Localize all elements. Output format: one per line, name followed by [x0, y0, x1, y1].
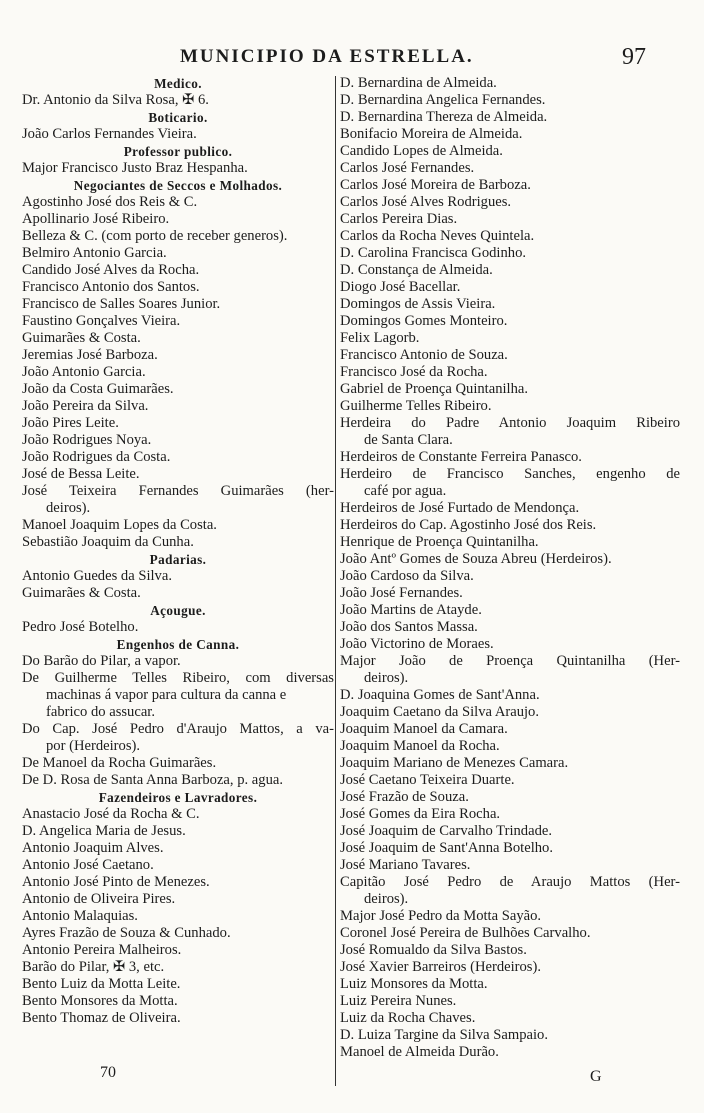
entry-line: José Xavier Barreiros (Herdeiros). — [340, 959, 541, 975]
left-column — [22, 75, 334, 1027]
page-header — [0, 44, 704, 74]
signature-mark-left: 70 — [100, 1064, 116, 1081]
entry-line: José Romualdo da Silva Bastos. — [340, 942, 527, 958]
entry-continuation: café por agua. — [364, 483, 447, 499]
entry-line: José Mariano Tavares. — [340, 857, 471, 873]
entry-line: Antonio Malaquias. — [22, 908, 138, 924]
entry-line: Bento Thomaz de Oliveira. — [22, 1010, 181, 1026]
entry-line: Diogo José Bacellar. — [340, 279, 461, 295]
entry-line: João Martins de Atayde. — [340, 602, 482, 618]
signature-mark-right: G — [590, 1068, 602, 1085]
entry-line: João Antº Gomes de Souza Abreu (Herdeiros). — [340, 551, 612, 567]
entry-line: João Pires Leite. — [22, 415, 119, 431]
entry-line: Antonio Guedes da Silva. — [22, 568, 172, 584]
entry-line: Antonio Joaquim Alves. — [22, 840, 164, 856]
entry-line: D. Angelica Maria de Jesus. — [22, 823, 186, 839]
section-heading: Açougue. — [150, 603, 206, 618]
entry-line: Guimarães & Costa. — [22, 585, 141, 601]
entry-line: Ayres Frazão de Souza & Cunhado. — [22, 925, 231, 941]
entry-line: Antonio de Oliveira Pires. — [22, 891, 176, 907]
section-heading: Negociantes de Seccos e Molhados. — [73, 178, 283, 193]
entry-line: De D. Rosa de Santa Anna Barboza, p. agua. — [22, 772, 283, 788]
entry-continuation: deiros). — [46, 500, 91, 516]
entry-line: Joaquim Manoel da Camara. — [340, 721, 508, 737]
entry-line: Manoel de Almeida Durão. — [340, 1044, 499, 1060]
entry-line: Capitão José Pedro de Araujo Mattos (Her- — [340, 874, 680, 890]
entry-line: Pedro José Botelho. — [22, 619, 139, 635]
section-heading: Professor publico. — [123, 144, 233, 159]
entry-continuation: fabrico do assucar. — [46, 704, 156, 720]
column-divider — [335, 76, 336, 1086]
entry-line: João Victorino de Moraes. — [340, 636, 494, 652]
right-column — [340, 75, 680, 1061]
entry-line: D. Bernardina Thereza de Almeida. — [340, 109, 548, 125]
entry-line: João dos Santos Massa. — [340, 619, 478, 635]
entry-line: Sebastião Joaquim da Cunha. — [22, 534, 194, 550]
entry-continuation: deiros). — [364, 891, 409, 907]
entry-continuation: de Santa Clara. — [364, 432, 453, 448]
entry-line: José Teixeira Fernandes Guimarães (her- — [22, 483, 334, 499]
entry-line: João da Costa Guimarães. — [22, 381, 174, 397]
entry-line: D. Bernardina Angelica Fernandes. — [340, 92, 546, 108]
entry-line: Bento Monsores da Motta. — [22, 993, 178, 1009]
entry-line: João Rodrigues Noya. — [22, 432, 152, 448]
entry-line: Candido Lopes de Almeida. — [340, 143, 503, 159]
section-heading: Engenhos de Canna. — [116, 637, 240, 652]
section-heading: Medico. — [154, 76, 202, 91]
entry-line: Major José Pedro da Motta Sayão. — [340, 908, 542, 924]
entry-line: Carlos José Fernandes. — [340, 160, 475, 176]
entry-line: José Joaquim de Carvalho Trindade. — [340, 823, 552, 839]
entry-line: José Caetano Teixeira Duarte. — [340, 772, 515, 788]
entry-line: Antonio Pereira Malheiros. — [22, 942, 182, 958]
entry-line: Gabriel de Proença Quintanilha. — [340, 381, 529, 397]
entry-line: José Frazão de Souza. — [340, 789, 469, 805]
entry-line: Do Cap. José Pedro d'Araujo Mattos, a va- — [22, 721, 334, 737]
page-title: MUNICIPIO DA ESTRELLA. — [180, 46, 474, 67]
entry-line: Jeremias José Barboza. — [22, 347, 158, 363]
entry-line: Felix Lagorb. — [340, 330, 420, 346]
entry-line: Anastacio José da Rocha & C. — [22, 806, 200, 822]
entry-line: João Cardoso da Silva. — [340, 568, 474, 584]
entry-line: Francisco de Salles Soares Junior. — [22, 296, 221, 312]
entry-line: José Joaquim de Sant'Anna Botelho. — [340, 840, 553, 856]
entry-line: Carlos José Alves Rodrigues. — [340, 194, 512, 210]
entry-line: Barão do Pilar, ✠ 3, etc. — [22, 959, 165, 975]
entry-line: Guimarães & Costa. — [22, 330, 141, 346]
entry-line: D. Bernardina de Almeida. — [340, 75, 497, 91]
entry-line: Apollinario José Ribeiro. — [22, 211, 170, 227]
entry-line: Belmiro Antonio Garcia. — [22, 245, 167, 261]
entry-continuation: por (Herdeiros). — [46, 738, 141, 754]
entry-line: José de Bessa Leite. — [22, 466, 140, 482]
section-heading: Fazendeiros e Lavradores. — [98, 790, 258, 805]
entry-line: Coronel José Pereira de Bulhões Carvalho. — [340, 925, 591, 941]
entry-line: Herdeiro de Francisco Sanches, engenho de — [340, 466, 680, 482]
entry-line: Henrique de Proença Quintanilha. — [340, 534, 539, 550]
entry-line: D. Luiza Targine da Silva Sampaio. — [340, 1027, 548, 1043]
entry-line: Domingos de Assis Vieira. — [340, 296, 496, 312]
entry-line: Bonifacio Moreira de Almeida. — [340, 126, 523, 142]
entry-line: Carlos da Rocha Neves Quintela. — [340, 228, 535, 244]
entry-line: Major João de Proença Quintanilha (Her- — [340, 653, 680, 669]
entry-line: Candido José Alves da Rocha. — [22, 262, 200, 278]
entry-line: Francisco José da Rocha. — [340, 364, 488, 380]
entry-line: João José Fernandes. — [340, 585, 463, 601]
entry-line: De Guilherme Telles Ribeiro, com diversas — [22, 670, 334, 686]
entry-line: Joaquim Mariano de Menezes Camara. — [340, 755, 569, 771]
entry-continuation: deiros). — [364, 670, 409, 686]
entry-line: José Gomes da Eira Rocha. — [340, 806, 501, 822]
entry-line: Herdeiros de José Furtado de Mendonça. — [340, 500, 580, 516]
entry-line: Herdeiros de Constante Ferreira Panasco. — [340, 449, 582, 465]
entry-line: Herdeiros do Cap. Agostinho José dos Reis. — [340, 517, 597, 533]
entry-line: Francisco Antonio de Souza. — [340, 347, 508, 363]
entry-line: Guilherme Telles Ribeiro. — [340, 398, 492, 414]
page-number: 97 — [622, 44, 646, 70]
entry-line: D. Joaquina Gomes de Sant'Anna. — [340, 687, 540, 703]
entry-line: Joaquim Caetano da Silva Araujo. — [340, 704, 540, 720]
entry-line: Domingos Gomes Monteiro. — [340, 313, 508, 329]
entry-line: Do Barão do Pilar, a vapor. — [22, 653, 181, 669]
entry-line: Dr. Antonio da Silva Rosa, ✠ 6. — [22, 92, 209, 108]
entry-continuation: machinas á vapor para cultura da canna e — [46, 687, 287, 703]
entry-line: D. Carolina Francisca Godinho. — [340, 245, 527, 261]
section-heading: Boticario. — [148, 110, 208, 125]
entry-line: Luiz Monsores da Motta. — [340, 976, 488, 992]
entry-line: Antonio José Pinto de Menezes. — [22, 874, 210, 890]
entry-line: Faustino Gonçalves Vieira. — [22, 313, 181, 329]
entry-line: Carlos Pereira Dias. — [340, 211, 458, 227]
entry-line: Luiz Pereira Nunes. — [340, 993, 457, 1009]
entry-line: João Pereira da Silva. — [22, 398, 149, 414]
entry-line: Francisco Antonio dos Santos. — [22, 279, 200, 295]
entry-line: Bento Luiz da Motta Leite. — [22, 976, 181, 992]
entry-line: Major Francisco Justo Braz Hespanha. — [22, 160, 248, 176]
entry-line: Joaquim Manoel da Rocha. — [340, 738, 500, 754]
entry-line: João Rodrigues da Costa. — [22, 449, 171, 465]
section-heading: Padarias. — [149, 552, 207, 567]
entry-line: Luiz da Rocha Chaves. — [340, 1010, 476, 1026]
entry-line: Carlos José Moreira de Barboza. — [340, 177, 531, 193]
entry-line: Antonio José Caetano. — [22, 857, 154, 873]
entry-line: Manoel Joaquim Lopes da Costa. — [22, 517, 217, 533]
entry-line: De Manoel da Rocha Guimarães. — [22, 755, 217, 771]
entry-line: Herdeira do Padre Antonio Joaquim Ribeiro — [340, 415, 680, 431]
entry-line: D. Constança de Almeida. — [340, 262, 493, 278]
entry-line: João Antonio Garcia. — [22, 364, 146, 380]
entry-line: Belleza & C. (com porto de receber generos). — [22, 228, 288, 244]
entry-line: Agostinho José dos Reis & C. — [22, 194, 198, 210]
entry-line: João Carlos Fernandes Vieira. — [22, 126, 197, 142]
